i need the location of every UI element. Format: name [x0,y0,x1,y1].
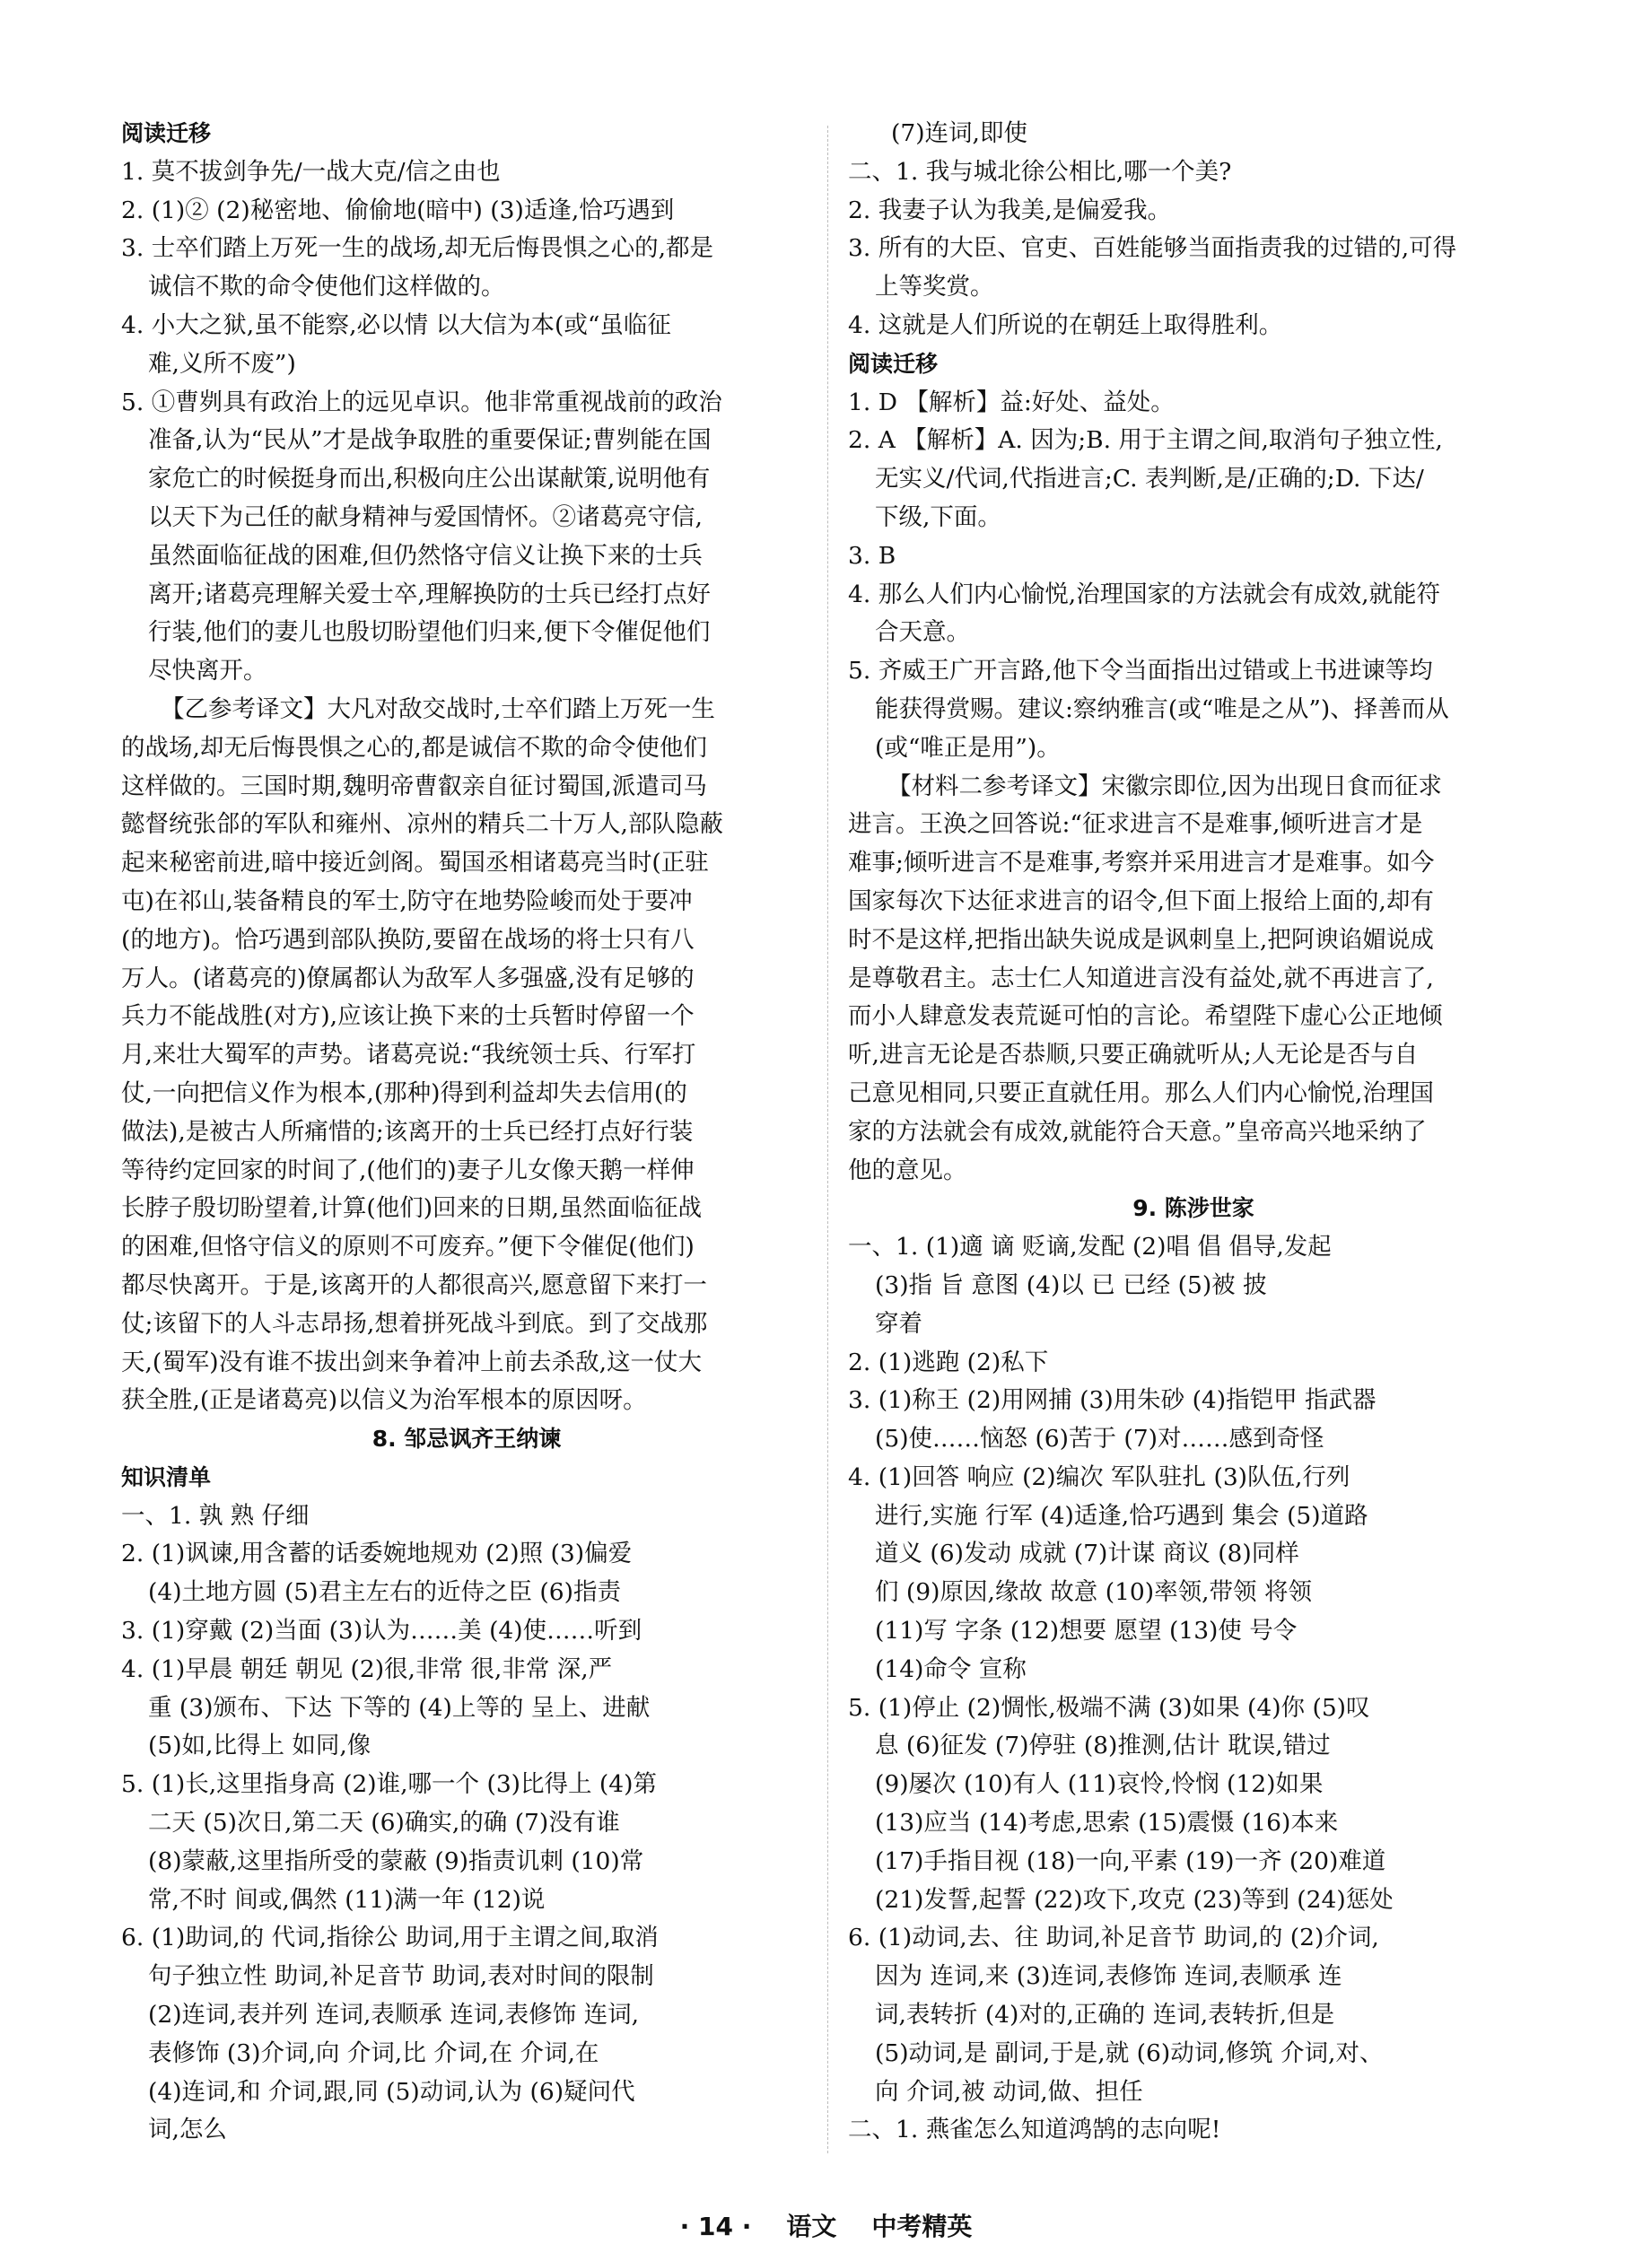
text-line: 而小人肆意发表荒诞可怕的言论。希望陛下虚心公正地倾 [848,1002,1443,1031]
text-line: 二、1. 燕雀怎么知道鸿鹄的志向呢! [848,2116,1221,2144]
column-divider [827,126,828,2153]
text-line: 家危亡的时候挺身而出,积极向庄公出谋献策,说明他有 [148,465,711,493]
text-line: 的困难,但恪守信义的原则不可废弃。”便下令催促(他们) [121,1233,695,1261]
text-line: (3)指 旨 意图 (4)以 已 已经 (5)被 披 [875,1270,1267,1299]
text-line: 诚信不欺的命令使他们这样做的。 [148,273,505,301]
footer-subject: 语文 [786,2212,837,2241]
text-line: 2. (1)② (2)秘密地、偷偷地(暗中) (3)适逢,恰巧遇到 [121,196,675,224]
text-line: 能获得赏赐。建议:察纳雅言(或“唯是之从”)、择善而从 [875,694,1449,723]
text-line: 屯)在祁山,装备精良的军士,防守在地势险峻而处于要冲 [121,886,693,915]
text-line: (9)屡次 (10)有人 (11)哀怜,怜悯 (12)如果 [875,1770,1324,1799]
text-line: 句子独立性 助词,补足音节 助词,表对时间的限制 [148,1962,654,1991]
text-line: 表修饰 (3)介词,向 介词,比 介词,在 介词,在 [148,2038,599,2067]
text-line: 5. (1)长,这里指身高 (2)谁,哪一个 (3)比得上 (4)第 [121,1770,657,1799]
text-line: 3. (1)穿戴 (2)当面 (3)认为……美 (4)使……听到 [121,1617,642,1646]
text-line: 2. (1)逃跑 (2)私下 [848,1348,1049,1376]
right-column [848,115,1539,2150]
text-line: (2)连词,表并列 连词,表顺承 连词,表修饰 连词, [148,2001,640,2030]
section-heading: 阅读迁移 [848,350,939,377]
text-line: (的地方)。恰巧遇到部队换防,要留在战场的将士只有八 [121,925,695,954]
text-line: 等待约定回家的时间了,(他们的)妻子儿女像天鹅一样伸 [121,1156,695,1184]
text-line: (17)手指目视 (18)一向,平素 (19)一齐 (20)难道 [875,1846,1386,1875]
text-line: 二天 (5)次日,第二天 (6)确实,的确 (7)没有谁 [148,1809,620,1838]
text-line: 3. (1)称王 (2)用网捕 (3)用朱砂 (4)指铠甲 指武器 [848,1386,1377,1415]
text-line: 词,表转折 (4)对的,正确的 连词,表转折,但是 [875,2001,1335,2030]
text-line: 长脖子殷切盼望着,计算(他们)回来的日期,虽然面临征战 [121,1194,703,1223]
text-line: 5. 齐威王广开言路,他下令当面指出过错或上书进谏等均 [848,657,1433,685]
text-line: 的战场,却无后悔畏惧之心的,都是诚信不欺的命令使他们 [121,733,707,762]
text-line: 万人。(诸葛亮的)僚属都认为敌军人多强盛,没有足够的 [121,964,695,992]
text-line: 进行,实施 行军 (4)适逢,恰巧遇到 集会 (5)道路 [875,1501,1368,1530]
text-line: 进言。王涣之回答说:“征求进言不是难事,倾听进言才是 [848,810,1423,839]
text-line: 道义 (6)发动 成就 (7)计谋 商议 (8)同样 [875,1540,1299,1568]
section-heading: 8. 邹忌讽齐王纳谏 [371,1426,562,1453]
text-line: (或“唯正是用”)。 [875,733,1061,762]
text-line: 天,(蜀军)没有谁不拔出剑来争着冲上前去杀敌,这一仗大 [121,1348,703,1376]
text-line: 因为 连词,来 (3)连词,表修饰 连词,表顺承 连 [875,1962,1342,1991]
text-line: 尽快离开。 [148,657,267,685]
text-line: (8)蒙蔽,这里指所受的蒙蔽 (9)指责讥刺 (10)常 [148,1846,644,1875]
page-number: · 14 · [679,2212,752,2241]
page-footer [0,2207,1652,2243]
text-line: 6. (1)助词,的 代词,指徐公 助词,用于主谓之间,取消 [121,1924,659,1952]
text-line: 5. ①曹刿具有政治上的远见卓识。他非常重视战前的政治 [121,388,722,416]
text-line: (5)动词,是 副词,于是,就 (6)动词,修筑 介词,对、 [875,2038,1384,2067]
text-line: 懿督统张郃的军队和雍州、凉州的精兵二十万人,部队隐蔽 [121,810,723,839]
text-line: 准备,认为“民从”才是战争取胜的重要保证;曹刿能在国 [148,426,712,455]
text-line: 兵力不能战胜(对方),应该让换下来的士兵暂时停留一个 [121,1002,695,1031]
text-line: 仗,一向把信义作为根本,(那种)得到利益却失去信用(的 [121,1078,687,1107]
text-line: (21)发誓,起誓 (22)攻下,攻克 (23)等到 (24)惩处 [875,1885,1394,1914]
text-line: 都尽快离开。于是,该离开的人都很高兴,愿意留下来打一 [121,1270,707,1299]
text-line: 2. 我妻子认为我美,是偏爱我。 [848,196,1172,224]
text-line: 难,义所不废”) [148,349,296,378]
text-line: 时不是这样,把指出缺失说成是讽刺皇上,把阿谀谄媚说成 [848,925,1434,954]
text-line: (4)连词,和 介词,跟,同 (5)动词,认为 (6)疑问代 [148,2077,635,2106]
text-line: 重 (3)颁布、下达 下等的 (4)上等的 呈上、进献 [148,1693,651,1722]
text-line: 以天下为己任的献身精神与爱国情怀。②诸葛亮守信, [148,502,703,531]
text-line: (11)写 字条 (12)想要 愿望 (13)使 号令 [875,1617,1298,1646]
text-line: 合天意。 [875,618,970,647]
text-line: 6. (1)动词,去、往 助词,补足音节 助词,的 (2)介词, [848,1924,1379,1952]
text-line: 词,怎么 [148,2116,227,2144]
text-line: 们 (9)原因,缘故 故意 (10)率领,带领 将领 [875,1578,1312,1607]
text-line: 3. B [848,541,896,570]
section-heading: 知识清单 [121,1463,212,1490]
left-column [121,115,812,2150]
text-line: 无实义/代词,代指进言;C. 表判断,是/正确的;D. 下达/ [875,465,1424,493]
text-line: 2. (1)讽谏,用含蓄的话委婉地规劝 (2)照 (3)偏爱 [121,1540,633,1568]
text-line: (5)如,比得上 如同,像 [148,1732,371,1760]
text-line: 向 介词,被 动词,做、担任 [875,2077,1143,2106]
text-line: 听,进言无论是否恭顺,只要正确就听从;人无论是否与自 [848,1041,1419,1069]
text-line: 家的方法就会有成效,就能符合天意。”皇帝高兴地采纳了 [848,1117,1427,1146]
text-line: 下级,下面。 [875,502,1001,531]
text-line: 常,不时 间或,偶然 (11)满一年 (12)说 [148,1885,546,1914]
text-line: 息 (6)征发 (7)停驻 (8)推测,估计 耽误,错过 [875,1732,1331,1760]
text-line: (7)连词,即使 [891,119,1027,147]
text-line: 2. A 【解析】A. 因为;B. 用于主谓之间,取消句子独立性, [848,426,1443,455]
text-line: 是尊敬君主。志士仁人知道进言没有益处,就不再进言了, [848,964,1434,992]
text-line: 一、1. 孰 熟 仔细 [121,1501,310,1530]
text-line: 起来秘密前进,暗中接近剑阁。蜀国丞相诸葛亮当时(正驻 [121,849,709,877]
text-line: 仗;该留下的人斗志昂扬,想着拼死战斗到底。到了交战那 [121,1309,708,1338]
text-line: (5)使……恼怒 (6)苦于 (7)对……感到奇怪 [875,1425,1324,1454]
text-line: 这样做的。三国时期,魏明帝曹叡亲自征讨蜀国,派遣司马 [121,772,707,800]
text-line: 难事;倾听进言不是难事,考察并采用进言才是难事。如今 [848,849,1435,877]
footer-book: 中考精英 [871,2212,973,2241]
text-line: 他的意见。 [848,1156,967,1184]
text-line: 做法),是被古人所痛惜的;该离开的士兵已经打点好行装 [121,1117,694,1146]
text-line: (13)应当 (14)考虑,思索 (15)震慑 (16)本来 [875,1809,1339,1838]
text-line: 国家每次下达征求进言的诏令,但下面上报给上面的,却有 [848,886,1434,915]
text-line: 虽然面临征战的困难,但仍然恪守信义让换下来的士兵 [148,541,703,570]
text-line: 己意见相同,只要正直就任用。那么人们内心愉悦,治理国 [848,1078,1434,1107]
text-line: 4. 小大之狱,虽不能察,必以情 以大信为本(或“虽临征 [121,310,671,339]
text-line: 月,来壮大蜀军的声势。诸葛亮说:“我统领士兵、行军打 [121,1041,696,1069]
section-heading: 9. 陈涉世家 [1132,1195,1254,1222]
text-line: 4. (1)回答 响应 (2)编次 军队驻扎 (3)队伍,行列 [848,1462,1350,1491]
text-line: 二、1. 我与城北徐公相比,哪一个美? [848,157,1232,186]
text-line: 【材料二参考译文】宋徽宗即位,因为出现日食而征求 [887,772,1442,800]
text-line: (4)土地方圆 (5)君主左右的近侍之臣 (6)指责 [148,1578,621,1607]
text-line: 4. (1)早晨 朝廷 朝见 (2)很,非常 很,非常 深,严 [121,1654,613,1683]
text-line: 行装,他们的妻儿也殷切盼望他们归来,便下令催促他们 [148,618,711,647]
text-line: 【乙参考译文】大凡对敌交战时,士卒们踏上万死一生 [161,694,715,723]
text-line: 离开;诸葛亮理解关爱士卒,理解换防的士兵已经打点好 [148,580,711,608]
text-line: 1. 莫不拔剑争先/一战大克/信之由也 [121,157,501,186]
text-line: 3. 所有的大臣、官吏、百姓能够当面指责我的过错的,可得 [848,234,1457,263]
text-line: 3. 士卒们踏上万死一生的战场,却无后悔畏惧之心的,都是 [121,234,714,263]
text-line: 4. 那么人们内心愉悦,治理国家的方法就会有成效,就能符 [848,580,1441,608]
text-line: 一、1. (1)適 谪 贬谪,发配 (2)唱 倡 倡导,发起 [848,1233,1332,1261]
text-line: 上等奖赏。 [875,273,994,301]
text-line: (14)命令 宣称 [875,1654,1027,1683]
section-heading: 阅读迁移 [121,120,212,146]
text-line: 5. (1)停止 (2)惆怅,极端不满 (3)如果 (4)你 (5)叹 [848,1693,1370,1722]
text-line: 1. D 【解析】益:好处、益处。 [848,388,1175,416]
text-line: 穿着 [875,1309,922,1338]
text-line: 4. 这就是人们所说的在朝廷上取得胜利。 [848,310,1283,339]
text-line: 获全胜,(正是诸葛亮)以信义为治军根本的原因呀。 [121,1386,647,1415]
